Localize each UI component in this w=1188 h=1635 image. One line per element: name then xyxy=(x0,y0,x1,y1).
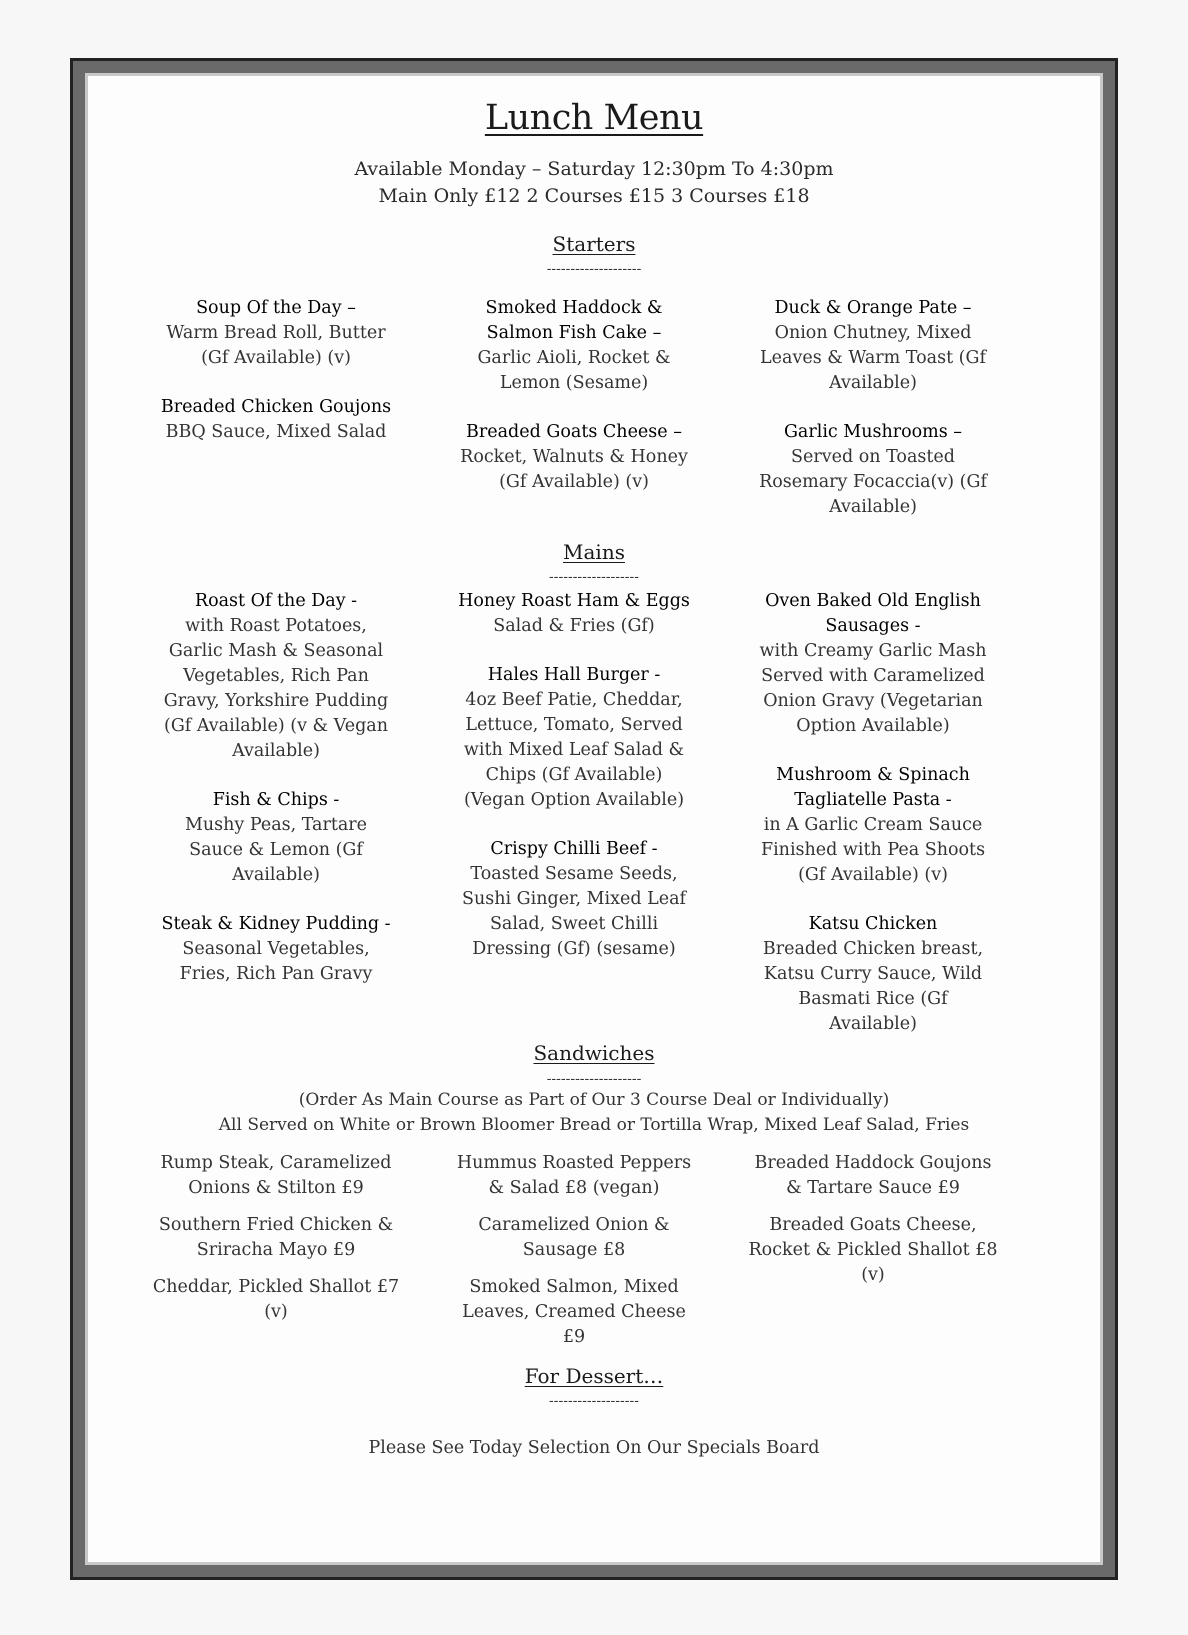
menu-item-separator: - xyxy=(379,914,391,934)
menu-item-title: Mushroom & Spinach Tagliatelle Pasta xyxy=(776,765,970,810)
sandwich-item: Cheddar, Pickled Shallot £7 (v) xyxy=(152,1277,400,1322)
availability-text: Available Monday – Saturday 12:30pm To 4:30pm xyxy=(354,158,834,180)
menu-item-title: Honey Roast Ham & Eggs xyxy=(458,591,690,611)
mains-heading: Mains xyxy=(563,540,625,564)
starters-column-2 xyxy=(454,296,694,519)
menu-item-name xyxy=(156,589,396,614)
menu-item xyxy=(454,589,694,639)
menu-item-separator: – xyxy=(957,298,972,318)
mains-divider: ------------------- xyxy=(549,569,639,585)
menu-item-description: in A Garlic Cream Sauce Finished with Pea Shoots (Gf Available) (v) xyxy=(760,815,986,885)
menu-item-name xyxy=(156,296,396,321)
menu-title: Lunch Menu xyxy=(484,98,704,138)
menu-item xyxy=(454,420,694,495)
menu-item-description: with Creamy Garlic Mash Served with Caramelized Onion Gravy (Vegetarian Option Available) xyxy=(759,641,987,736)
sandwich-item: Smoked Salmon, Mixed Leaves, Creamed Cheese £9 xyxy=(462,1277,686,1347)
menu-item-title: Oven Baked Old English Sausages xyxy=(765,591,981,636)
menu-item-description: BBQ Sauce, Mixed Salad xyxy=(165,422,387,442)
starters-divider: -------------------- xyxy=(546,261,642,277)
menu-item xyxy=(753,589,993,739)
menu-item xyxy=(156,296,396,371)
menu-item xyxy=(156,589,396,764)
menu-item-name xyxy=(753,420,993,445)
menu-item-name xyxy=(156,395,396,420)
dessert-heading: For Dessert… xyxy=(524,1364,664,1388)
menu-item-title: Steak & Kidney Pudding xyxy=(161,914,380,934)
menu-item-title: Hales Hall Burger xyxy=(487,665,649,685)
menu-item-description: Seasonal Vegetables, Fries, Rich Pan Gravy xyxy=(179,939,373,984)
menu-item-title: Breaded Chicken Goujons xyxy=(160,397,392,417)
menu-item-separator: - xyxy=(345,591,358,611)
menu-item xyxy=(753,420,993,520)
menu-item-description: with Roast Potatoes, Garlic Mash & Seasonal Vegetables, Rich Pan Gravy, Yorkshire Pudding (Gf Available) (v & Vegan Available) xyxy=(163,616,389,761)
menu-item-title: Roast Of the Day xyxy=(194,591,346,611)
menu-item xyxy=(753,763,993,888)
menu-item-title: Duck & Orange Pate xyxy=(774,298,958,318)
menu-item-description: Onion Chutney, Mixed Leaves & Warm Toast (Gf Available) xyxy=(760,323,986,393)
menu-item xyxy=(753,912,993,1037)
menu-item-separator: - xyxy=(648,665,661,685)
menu-item-description: Salad & Fries (Gf) xyxy=(493,616,655,636)
sandwiches-heading: Sandwiches xyxy=(533,1041,655,1065)
menu-item-name xyxy=(156,788,396,813)
menu-item xyxy=(454,296,694,396)
menu-item-description: 4oz Beef Patie, Cheddar, Lettuce, Tomato, Served with Mixed Leaf Salad & Chips (Gf Available) (Vegan Option Available) xyxy=(463,690,685,810)
menu-item-separator: – xyxy=(667,422,682,442)
menu-item-name xyxy=(753,912,993,937)
frame-border xyxy=(85,73,1103,1565)
sandwiches-note-deal: (Order As Main Course as Part of Our 3 Course Deal or Individually) xyxy=(298,1090,890,1110)
menu-item-description: Warm Bread Roll, Butter (Gf Available) (v) xyxy=(166,323,386,368)
menu-item-name xyxy=(454,420,694,445)
menu-item-separator: – xyxy=(947,422,963,442)
menu-item-name xyxy=(753,589,993,639)
menu-item-title: Soup Of the Day xyxy=(196,298,342,318)
mains-column-2 xyxy=(454,589,694,986)
sandwich-item: Breaded Haddock Goujons & Tartare Sauce £9 xyxy=(754,1153,992,1198)
menu-item xyxy=(454,663,694,813)
menu-item-separator: - xyxy=(327,790,340,810)
menu-item-title: Smoked Haddock & Salmon Fish Cake xyxy=(485,298,663,343)
menu-item-name xyxy=(753,763,993,813)
sandwiches-divider: -------------------- xyxy=(546,1071,642,1087)
menu-item-description: Rocket, Walnuts & Honey (Gf Available) (v) xyxy=(460,447,688,492)
menu-item-description: Served on Toasted Rosemary Focaccia(v) (Gf Available) xyxy=(759,447,987,517)
sandwich-item: Southern Fried Chicken & Sriracha Mayo £9 xyxy=(158,1215,394,1260)
starters-heading: Starters xyxy=(552,232,636,256)
menu-item-name xyxy=(454,589,694,614)
menu-item-separator: – xyxy=(647,323,662,343)
menu-item xyxy=(156,395,396,445)
starters-column-3 xyxy=(753,296,993,544)
pricing-text: Main Only £12 2 Courses £15 3 Courses £18 xyxy=(378,185,810,207)
mains-column-1 xyxy=(156,589,396,1011)
menu-item-name xyxy=(454,296,694,346)
dessert-divider: ------------------- xyxy=(549,1393,639,1409)
menu-item-title: Garlic Mushrooms xyxy=(783,422,948,442)
menu-item xyxy=(753,296,993,396)
mains-column-3 xyxy=(753,589,993,1061)
menu-item-description: Breaded Chicken breast, Katsu Curry Sauce, Wild Basmati Rice (Gf Available) xyxy=(762,939,984,1034)
menu-item-name xyxy=(454,837,694,862)
starters-column-1 xyxy=(156,296,396,469)
menu-item-name xyxy=(454,663,694,688)
menu-item xyxy=(156,912,396,987)
menu-item-title: Breaded Goats Cheese xyxy=(466,422,668,442)
menu-item-separator: - xyxy=(909,616,921,636)
menu-frame xyxy=(70,58,1118,1580)
sandwich-item: Hummus Roasted Peppers & Salad £8 (vegan) xyxy=(456,1153,692,1198)
menu-item-name xyxy=(753,296,993,321)
menu-item-name xyxy=(156,912,396,937)
menu-item-description: Mushy Peas, Tartare Sauce & Lemon (Gf Available) xyxy=(184,815,368,885)
menu-item-separator: - xyxy=(646,839,658,859)
menu-item-title: Fish & Chips xyxy=(212,790,328,810)
menu-item xyxy=(454,837,694,962)
menu-item-title: Crispy Chilli Beef xyxy=(490,839,647,859)
menu-item-separator: – xyxy=(341,298,356,318)
menu-item-separator: - xyxy=(940,790,952,810)
sandwich-item: Rump Steak, Caramelized Onions & Stilton £9 xyxy=(160,1153,392,1198)
sandwiches-note-bread: All Served on White or Brown Bloomer Bread or Tortilla Wrap, Mixed Leaf Salad, Fries xyxy=(218,1115,970,1135)
dessert-note: Please See Today Selection On Our Specials Board xyxy=(368,1438,820,1458)
menu-item-title: Katsu Chicken xyxy=(808,914,938,934)
sandwich-item: Caramelized Onion & Sausage £8 xyxy=(478,1215,670,1260)
menu-item-description: Toasted Sesame Seeds, Sushi Ginger, Mixed Leaf Salad, Sweet Chilli Dressing (Gf) (sesame) xyxy=(461,864,687,959)
menu-item xyxy=(156,788,396,888)
menu-item-description: Garlic Aioli, Rocket & Lemon (Sesame) xyxy=(477,348,671,393)
menu-paper xyxy=(88,76,1100,1562)
sandwich-item: Breaded Goats Cheese, Rocket & Pickled Shallot £8 (v) xyxy=(748,1215,998,1285)
